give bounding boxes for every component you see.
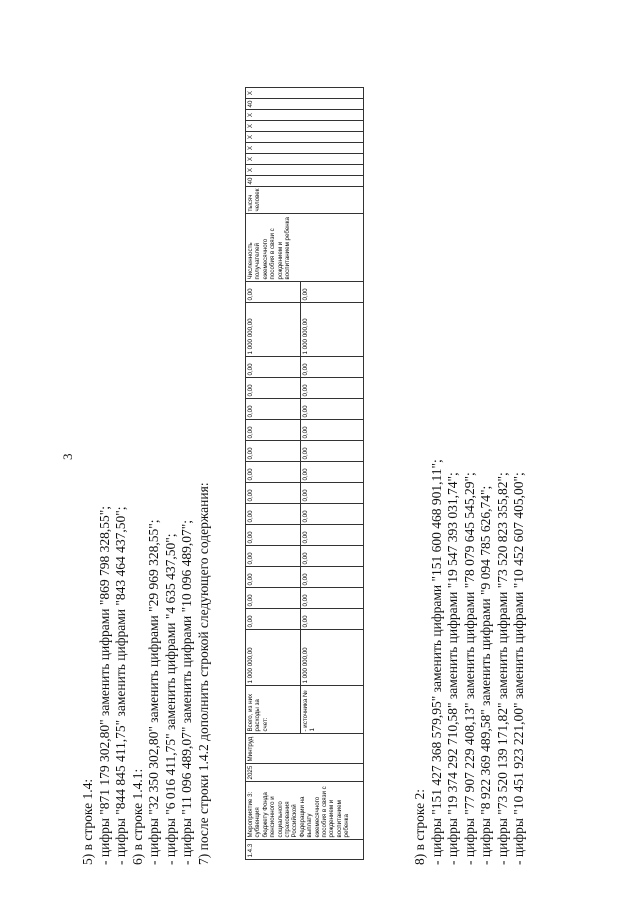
zero-cell: 0,00 [301,588,364,609]
indicator-cell: Численность получателей ежемесячного пособия в связи с рождением и воспитанием ребенка [246,214,364,282]
amendment-line: - цифры "32 350 302,80" заменить цифрами "29 969 328,55"; [146,519,161,865]
zero-cell: 0,00 [246,378,301,399]
zero-cell: 0,00 [301,546,364,567]
amendment-line: - цифры "73 520 139 171,82" заменить цифрами "73 520 823 355,82"; [494,472,510,865]
table-row [246,88,301,860]
amendment-line: - цифры "871 179 302,80" заменить цифрами "869 798 328,55"; [96,505,112,865]
zero-cell: 0,00 [246,420,301,441]
zero-cell: 0,00 [301,609,364,630]
executor-cell: Минтруд [246,734,364,764]
source-cell: Всего, из них расходы за счет: [246,686,301,734]
x-cell: X [246,165,364,176]
zero-cell: 0,00 [301,378,364,399]
total-cell: 1 000 000,00 [301,630,364,686]
zero-cell: 0,00 [301,483,364,504]
zero-cell: 0,00 [246,483,301,504]
unit-cell: тысяч человек [246,187,364,214]
zero-cell: 0,00 [246,441,301,462]
big-total-cell: 1 000 000,00 [301,303,364,357]
x-cell: X [246,132,364,143]
amendments-block-2 [412,459,528,865]
page-number: 3 [60,453,75,460]
x-cell: X [246,121,364,132]
source-cell: - источника № 1 [301,686,364,734]
amendment-line: - цифры "10 451 923 221,00" заменить цифрами "10 452 607 405,00"; [511,472,526,865]
zero-cell: 0,00 [246,546,301,567]
row-index: 1.4.3 [246,840,364,860]
amendment-line: - цифры "6 016 411,75" заменить цифрами "4 635 437,50"; [162,533,178,865]
zero-cell: 0,00 [246,588,301,609]
big-total-cell: 1 000 000,00 [246,303,301,357]
year-cell: 2025 [246,764,364,782]
inserted-row-table [245,87,364,860]
amendment-line: - цифры "844 845 411,75" заменить цифрами "843 464 437,50"; [113,506,128,865]
zero-cell: 0,00 [301,357,364,378]
x-cell: X [246,143,364,154]
amendment-line: - цифры "19 374 292 710,58" заменить цифрами "19 547 393 031,74"; [445,472,460,865]
zero-cell: 0,00 [246,567,301,588]
target-value-cell: 40 [246,176,364,187]
zero-cell: 0,00 [301,525,364,546]
x-cell: X [246,110,364,121]
total-cell: 1 000 000,00 [246,630,301,686]
zero-cell: 0,00 [301,567,364,588]
zero-cell: 0,00 [301,420,364,441]
zero-cell: 0,00 [246,504,301,525]
end-value-cell: 40 [246,99,364,110]
zero-cell: 0,00 [301,282,364,303]
zero-cell: 0,00 [246,282,301,303]
measure-name: Мероприятие 3: субвенция бюджету Фонда пенсионного и социального страхования Российской Федерации на выплату ежемесячного пособия в связи с рождением и воспитанием ребенка [246,782,364,840]
amendment-line: - цифры "151 427 368 579,95" заменить цифрами "151 600 468 901,11"; [428,459,444,865]
zero-cell: 0,00 [246,462,301,483]
zero-cell: 0,00 [301,399,364,420]
zero-cell: 0,00 [246,609,301,630]
x-cell: X [246,154,364,165]
amendment-line: 7) после строки 1.4.2 дополнить строкой следующего содержания: [195,482,211,865]
amendment-line: - цифры "11 096 489,07" заменить цифрами "10 096 489,07"; [179,519,194,865]
zero-cell: 0,00 [301,441,364,462]
amendment-line: 8) в строке 2: [412,788,427,865]
zero-cell: 0,00 [246,399,301,420]
amendment-line: 5) в строке 1.4: [80,778,95,865]
amendment-line: 6) в строке 1.4.1: [129,768,145,865]
rotated-landscape-content [60,30,640,880]
zero-cell: 0,00 [301,504,364,525]
zero-cell: 0,00 [246,525,301,546]
amendment-line: - цифры "77 907 229 408,13" заменить цифрами "78 079 645 545,29"; [461,472,477,865]
amendment-line: - цифры "8 922 369 489,58" заменить цифрами "9 094 785 626,74"; [478,485,493,865]
amendments-block-1 [80,482,212,865]
zero-cell: 0,00 [301,462,364,483]
x-cell: X [246,88,364,99]
zero-cell: 0,00 [246,357,301,378]
